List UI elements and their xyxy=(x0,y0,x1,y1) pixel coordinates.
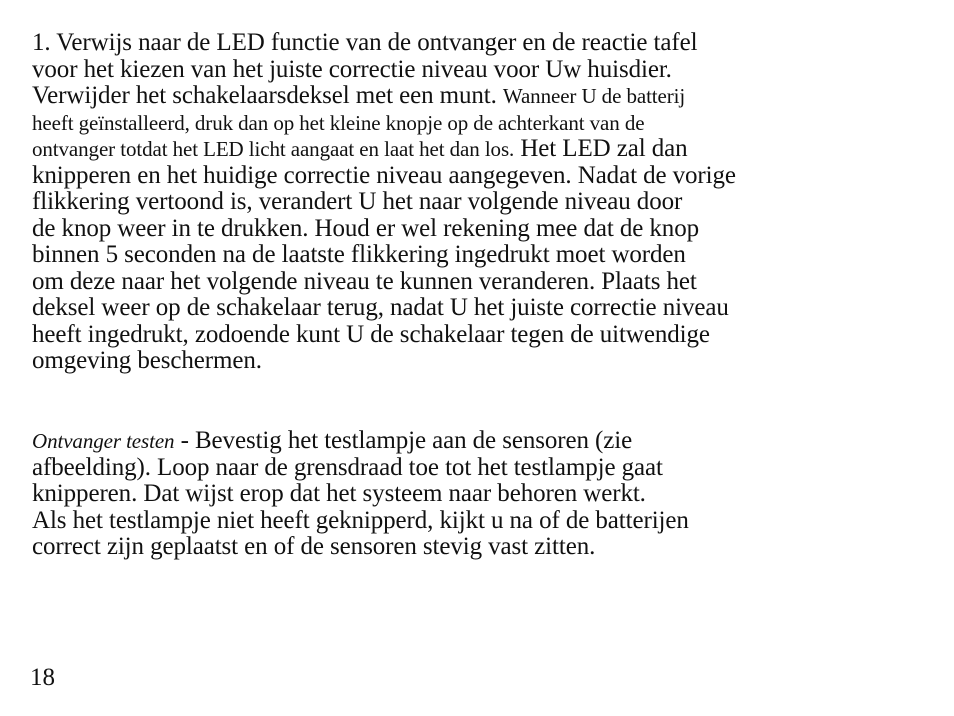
paragraph-line xyxy=(32,83,736,110)
text-run: Verwijder het schakelaarsdeksel met een munt. xyxy=(32,82,503,109)
paragraph-line: binnen 5 seconden na de laatste flikkering ingedrukt moet worden xyxy=(32,241,686,268)
page-number: 18 xyxy=(30,664,55,691)
text-run-small: Wanneer U de batterij xyxy=(502,84,686,108)
led-function-paragraph xyxy=(32,30,736,375)
section-heading: Ontvanger testen xyxy=(32,429,175,453)
text-run: - Bevestig het testlampje aan de sensoren (zie xyxy=(174,427,633,454)
paragraph-line: 1. Verwijs naar de LED functie van de ontvanger en de reactie tafel xyxy=(32,29,698,56)
paragraph-line xyxy=(32,110,736,137)
text-run-small: heeft geïnstalleerd, druk dan op het kleine knopje op de achterkant van de xyxy=(32,110,645,135)
paragraph-line: Als het testlampje niet heeft geknipperd, kijkt u na of de batterijen xyxy=(32,506,689,534)
text-run: Het LED zal dan xyxy=(514,135,688,162)
paragraph-line: flikkering vertoond is, verandert U het naar volgende niveau door xyxy=(32,188,683,215)
paragraph-line: correct zijn geplaatst en of de sensoren stevig vast zitten. xyxy=(32,533,596,560)
text-run-small: ontvanger totdat het LED licht aangaat en laat het dan los. xyxy=(32,137,515,161)
paragraph-line xyxy=(32,428,689,455)
paragraph-line: omgeving beschermen. xyxy=(32,347,262,374)
paragraph-line: knipperen. Dat wijst erop dat het systeem naar behoren werkt. xyxy=(32,480,646,507)
paragraph-line xyxy=(32,136,736,163)
paragraph-line: deksel weer op de schakelaar terug, nadat U het juiste correctie niveau xyxy=(32,294,729,321)
paragraph-line: om deze naar het volgende niveau te kunnen veranderen. Plaats het xyxy=(32,267,697,295)
paragraph-line: heeft ingedrukt, zodoende kunt U de schakelaar tegen de uitwendige xyxy=(32,320,710,348)
paragraph-line: de knop weer in te drukken. Houd er wel rekening mee dat de knop xyxy=(32,214,699,242)
paragraph-line: knipperen en het huidige correctie niveau aangegeven. Nadat de vorige xyxy=(32,161,736,189)
receiver-testing-paragraph xyxy=(32,428,689,561)
paragraph-line: afbeelding). Loop naar de grensdraad toe tot het testlampje gaat xyxy=(32,453,663,481)
paragraph-line: voor het kiezen van het juiste correctie niveau voor Uw huisdier. xyxy=(32,55,672,83)
